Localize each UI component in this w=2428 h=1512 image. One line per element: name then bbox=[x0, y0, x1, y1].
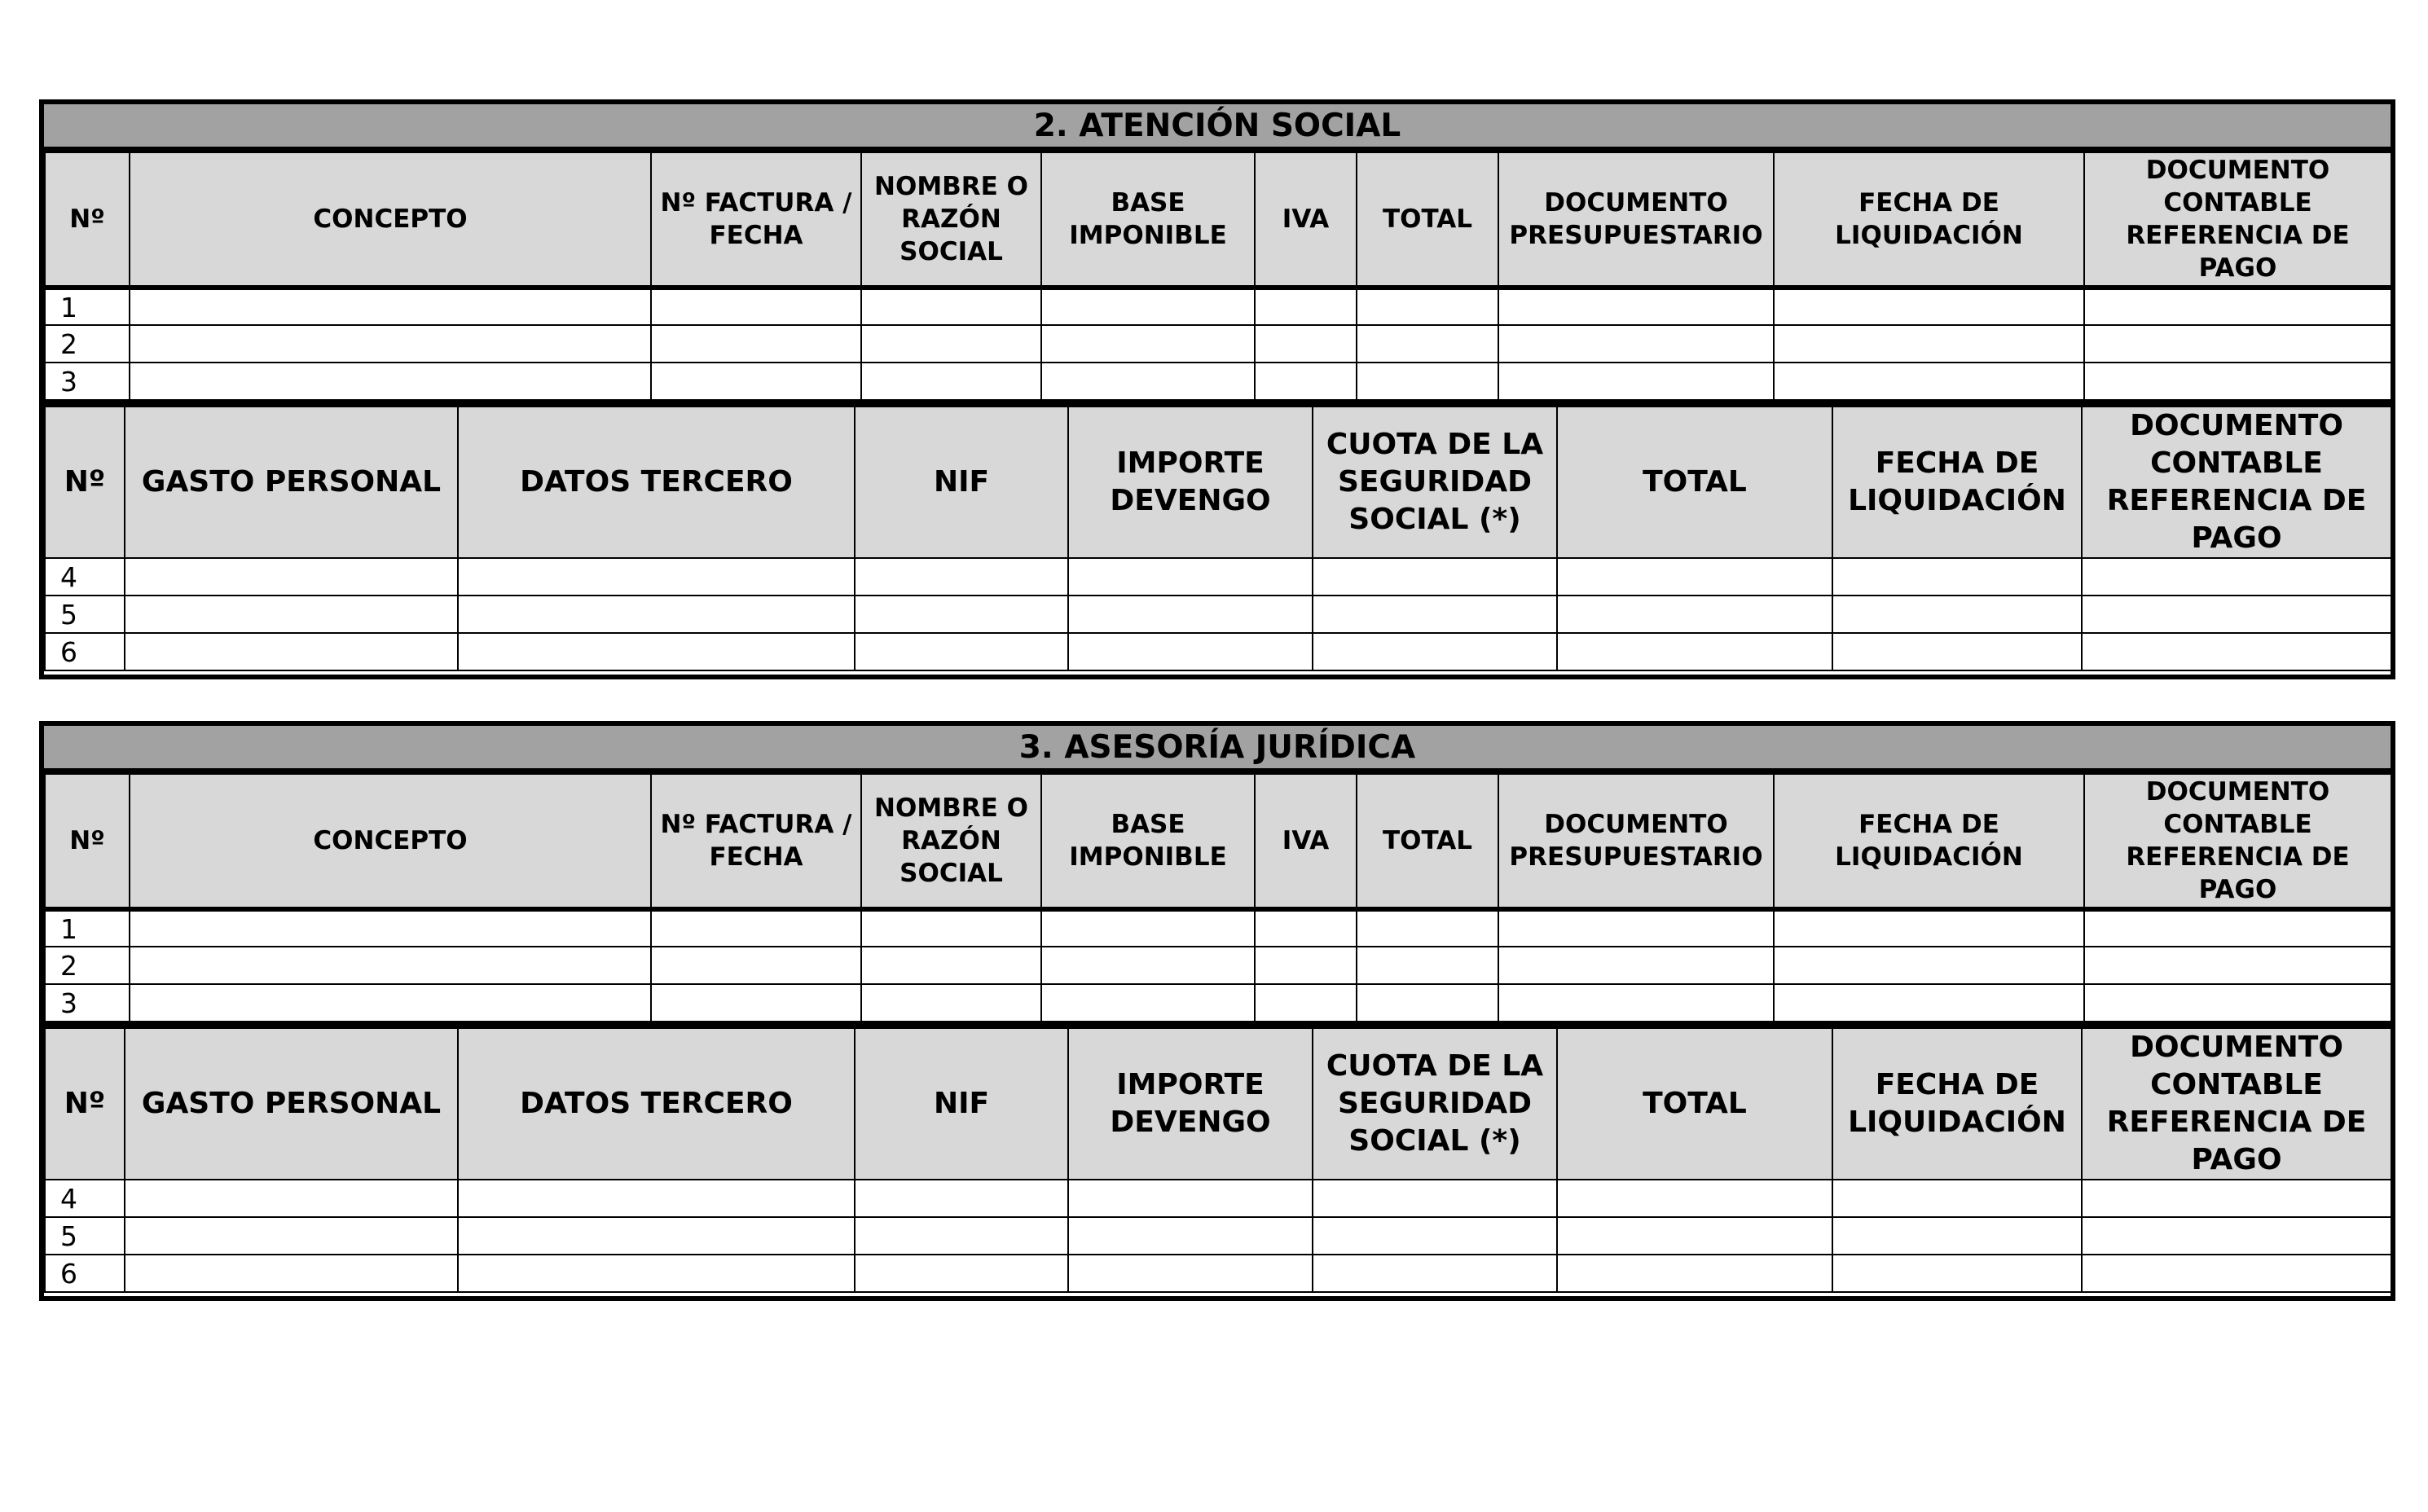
header-gasto-personal: GASTO PERSONAL bbox=[125, 1026, 458, 1180]
cell-datos-tercero[interactable] bbox=[458, 596, 855, 633]
cell-doc-presupuestario[interactable] bbox=[1498, 984, 1774, 1022]
cell-fecha-liquidacion[interactable] bbox=[1774, 984, 2084, 1022]
cell-importe-devengo[interactable] bbox=[1068, 558, 1313, 596]
cell-total[interactable] bbox=[1357, 909, 1498, 947]
cell-fecha-liquidacion[interactable] bbox=[1774, 363, 2084, 400]
cell-gasto-personal[interactable] bbox=[125, 558, 458, 596]
cell-base-imponible[interactable] bbox=[1041, 984, 1255, 1022]
cell-cuota-ss[interactable] bbox=[1313, 633, 1557, 670]
table-row bbox=[45, 984, 2391, 1022]
table-row bbox=[45, 1217, 2391, 1255]
header-documento-contable: DOCUMENTO CONTABLE REFERENCIA DE PAGO bbox=[2084, 152, 2391, 288]
cell-importe-devengo[interactable] bbox=[1068, 633, 1313, 670]
cell-doc-contable[interactable] bbox=[2082, 1217, 2391, 1255]
cell-doc-contable[interactable] bbox=[2084, 325, 2391, 363]
cell-nombre[interactable] bbox=[861, 363, 1041, 400]
cell-fecha-liquidacion[interactable] bbox=[1832, 596, 2082, 633]
header-cuota-seguridad-social: CUOTA DE LA SEGURIDAD SOCIAL (*) bbox=[1313, 1026, 1557, 1180]
invoice-table bbox=[44, 152, 2392, 401]
cell-total[interactable] bbox=[1557, 1180, 1832, 1217]
header-factura-fecha: Nº FACTURA / FECHA bbox=[651, 152, 861, 288]
row-number: 6 bbox=[45, 633, 125, 670]
cell-base-imponible[interactable] bbox=[1041, 947, 1255, 984]
cell-datos-tercero[interactable] bbox=[458, 633, 855, 670]
header-n: Nº bbox=[45, 404, 125, 558]
cell-iva[interactable] bbox=[1255, 363, 1357, 400]
header-n: Nº bbox=[45, 1026, 125, 1180]
cell-concepto[interactable] bbox=[130, 363, 651, 400]
cell-fecha-liquidacion[interactable] bbox=[1832, 633, 2082, 670]
cell-concepto[interactable] bbox=[130, 325, 651, 363]
table-row bbox=[45, 947, 2391, 984]
cell-cuota-ss[interactable] bbox=[1313, 1180, 1557, 1217]
header-documento-contable: DOCUMENTO CONTABLE REFERENCIA DE PAGO bbox=[2082, 404, 2391, 558]
cell-iva[interactable] bbox=[1255, 288, 1357, 325]
cell-cuota-ss[interactable] bbox=[1313, 1217, 1557, 1255]
header-n: Nº bbox=[45, 774, 130, 909]
cell-total[interactable] bbox=[1557, 633, 1832, 670]
row-number: 6 bbox=[45, 1255, 125, 1292]
header-fecha-liquidacion: FECHA DE LIQUIDACIÓN bbox=[1774, 152, 2084, 288]
cell-factura-fecha[interactable] bbox=[651, 984, 861, 1022]
header-gasto-personal: GASTO PERSONAL bbox=[125, 404, 458, 558]
header-concepto: CONCEPTO bbox=[130, 774, 651, 909]
cell-total[interactable] bbox=[1557, 1255, 1832, 1292]
section-atencion-social bbox=[39, 99, 2395, 679]
cell-fecha-liquidacion[interactable] bbox=[1774, 909, 2084, 947]
cell-doc-contable[interactable] bbox=[2082, 1180, 2391, 1217]
cell-doc-presupuestario[interactable] bbox=[1498, 288, 1774, 325]
header-documento-presupuestario: DOCUMENTO PRESUPUESTARIO bbox=[1498, 152, 1774, 288]
cell-cuota-ss[interactable] bbox=[1313, 558, 1557, 596]
cell-base-imponible[interactable] bbox=[1041, 363, 1255, 400]
cell-doc-contable[interactable] bbox=[2084, 363, 2391, 400]
section-title: 3. ASESORÍA JURÍDICA bbox=[44, 726, 2391, 773]
header-fecha-liquidacion: FECHA DE LIQUIDACIÓN bbox=[1774, 774, 2084, 909]
cell-doc-contable[interactable] bbox=[2082, 596, 2391, 633]
cell-nombre[interactable] bbox=[861, 909, 1041, 947]
cell-datos-tercero[interactable] bbox=[458, 1180, 855, 1217]
header-iva: IVA bbox=[1255, 152, 1357, 288]
cell-fecha-liquidacion[interactable] bbox=[1832, 558, 2082, 596]
cell-concepto[interactable] bbox=[130, 288, 651, 325]
header-cuota-seguridad-social: CUOTA DE LA SEGURIDAD SOCIAL (*) bbox=[1313, 404, 1557, 558]
table-row bbox=[45, 596, 2391, 633]
row-number: 4 bbox=[45, 558, 125, 596]
cell-nombre[interactable] bbox=[861, 947, 1041, 984]
personnel-table bbox=[44, 1022, 2392, 1293]
table-row bbox=[45, 288, 2391, 325]
header-total: TOTAL bbox=[1557, 404, 1832, 558]
table-row bbox=[45, 558, 2391, 596]
cell-total[interactable] bbox=[1357, 363, 1498, 400]
cell-concepto[interactable] bbox=[130, 947, 651, 984]
cell-nif[interactable] bbox=[855, 596, 1068, 633]
cell-cuota-ss[interactable] bbox=[1313, 596, 1557, 633]
cell-doc-presupuestario[interactable] bbox=[1498, 325, 1774, 363]
cell-importe-devengo[interactable] bbox=[1068, 596, 1313, 633]
section-title: 2. ATENCIÓN SOCIAL bbox=[44, 104, 2391, 152]
cell-nif[interactable] bbox=[855, 1217, 1068, 1255]
header-n: Nº bbox=[45, 152, 130, 288]
row-number: 4 bbox=[45, 1180, 125, 1217]
cell-gasto-personal[interactable] bbox=[125, 1217, 458, 1255]
cell-gasto-personal[interactable] bbox=[125, 633, 458, 670]
header-concepto: CONCEPTO bbox=[130, 152, 651, 288]
cell-base-imponible[interactable] bbox=[1041, 325, 1255, 363]
header-total: TOTAL bbox=[1357, 152, 1498, 288]
cell-total[interactable] bbox=[1557, 1217, 1832, 1255]
cell-factura-fecha[interactable] bbox=[651, 288, 861, 325]
header-total: TOTAL bbox=[1557, 1026, 1832, 1180]
table-row bbox=[45, 1180, 2391, 1217]
header-documento-presupuestario: DOCUMENTO PRESUPUESTARIO bbox=[1498, 774, 1774, 909]
cell-nombre[interactable] bbox=[861, 288, 1041, 325]
cell-datos-tercero[interactable] bbox=[458, 1217, 855, 1255]
cell-nif[interactable] bbox=[855, 558, 1068, 596]
cell-doc-contable[interactable] bbox=[2082, 633, 2391, 670]
table-row bbox=[45, 1255, 2391, 1292]
cell-datos-tercero[interactable] bbox=[458, 1255, 855, 1292]
cell-doc-contable[interactable] bbox=[2084, 984, 2391, 1022]
header-nombre-razon-social: NOMBRE O RAZÓN SOCIAL bbox=[861, 774, 1041, 909]
row-number: 1 bbox=[45, 288, 130, 325]
cell-total[interactable] bbox=[1557, 558, 1832, 596]
cell-importe-devengo[interactable] bbox=[1068, 1180, 1313, 1217]
cell-factura-fecha[interactable] bbox=[651, 363, 861, 400]
cell-datos-tercero[interactable] bbox=[458, 558, 855, 596]
header-documento-contable: DOCUMENTO CONTABLE REFERENCIA DE PAGO bbox=[2082, 1026, 2391, 1180]
header-datos-tercero: DATOS TERCERO bbox=[458, 404, 855, 558]
header-base-imponible: BASE IMPONIBLE bbox=[1041, 152, 1255, 288]
cell-total[interactable] bbox=[1357, 984, 1498, 1022]
cell-iva[interactable] bbox=[1255, 325, 1357, 363]
cell-doc-presupuestario[interactable] bbox=[1498, 909, 1774, 947]
cell-doc-presupuestario[interactable] bbox=[1498, 947, 1774, 984]
header-importe-devengo: IMPORTE DEVENGO bbox=[1068, 404, 1313, 558]
row-number: 5 bbox=[45, 1217, 125, 1255]
cell-doc-contable[interactable] bbox=[2082, 1255, 2391, 1292]
personnel-table bbox=[44, 401, 2392, 671]
header-datos-tercero: DATOS TERCERO bbox=[458, 1026, 855, 1180]
header-documento-contable: DOCUMENTO CONTABLE REFERENCIA DE PAGO bbox=[2084, 774, 2391, 909]
cell-concepto[interactable] bbox=[130, 909, 651, 947]
header-fecha-liquidacion: FECHA DE LIQUIDACIÓN bbox=[1832, 404, 2082, 558]
header-nif: NIF bbox=[855, 404, 1068, 558]
header-nif: NIF bbox=[855, 1026, 1068, 1180]
header-total: TOTAL bbox=[1357, 774, 1498, 909]
cell-factura-fecha[interactable] bbox=[651, 947, 861, 984]
cell-doc-contable[interactable] bbox=[2082, 558, 2391, 596]
cell-fecha-liquidacion[interactable] bbox=[1774, 288, 2084, 325]
cell-nombre[interactable] bbox=[861, 325, 1041, 363]
row-number: 5 bbox=[45, 596, 125, 633]
cell-importe-devengo[interactable] bbox=[1068, 1217, 1313, 1255]
cell-iva[interactable] bbox=[1255, 947, 1357, 984]
cell-gasto-personal[interactable] bbox=[125, 1180, 458, 1217]
cell-nif[interactable] bbox=[855, 1180, 1068, 1217]
cell-importe-devengo[interactable] bbox=[1068, 1255, 1313, 1292]
row-number: 3 bbox=[45, 363, 130, 400]
cell-doc-contable[interactable] bbox=[2084, 947, 2391, 984]
cell-fecha-liquidacion[interactable] bbox=[1832, 1217, 2082, 1255]
table-row bbox=[45, 363, 2391, 400]
row-number: 2 bbox=[45, 325, 130, 363]
cell-doc-contable[interactable] bbox=[2084, 909, 2391, 947]
table-row bbox=[45, 633, 2391, 670]
cell-total[interactable] bbox=[1357, 947, 1498, 984]
invoice-table bbox=[44, 773, 2392, 1022]
cell-factura-fecha[interactable] bbox=[651, 909, 861, 947]
cell-base-imponible[interactable] bbox=[1041, 909, 1255, 947]
cell-total[interactable] bbox=[1357, 288, 1498, 325]
cell-base-imponible[interactable] bbox=[1041, 288, 1255, 325]
cell-fecha-liquidacion[interactable] bbox=[1832, 1255, 2082, 1292]
cell-factura-fecha[interactable] bbox=[651, 325, 861, 363]
cell-nombre[interactable] bbox=[861, 984, 1041, 1022]
header-iva: IVA bbox=[1255, 774, 1357, 909]
cell-fecha-liquidacion[interactable] bbox=[1774, 947, 2084, 984]
cell-gasto-personal[interactable] bbox=[125, 1255, 458, 1292]
cell-concepto[interactable] bbox=[130, 984, 651, 1022]
cell-nif[interactable] bbox=[855, 1255, 1068, 1292]
cell-nif[interactable] bbox=[855, 633, 1068, 670]
row-number: 1 bbox=[45, 909, 130, 947]
cell-fecha-liquidacion[interactable] bbox=[1832, 1180, 2082, 1217]
section-asesoria-juridica bbox=[39, 721, 2395, 1301]
row-number: 3 bbox=[45, 984, 130, 1022]
header-factura-fecha: Nº FACTURA / FECHA bbox=[651, 774, 861, 909]
cell-gasto-personal[interactable] bbox=[125, 596, 458, 633]
table-row bbox=[45, 909, 2391, 947]
cell-total[interactable] bbox=[1357, 325, 1498, 363]
header-importe-devengo: IMPORTE DEVENGO bbox=[1068, 1026, 1313, 1180]
cell-fecha-liquidacion[interactable] bbox=[1774, 325, 2084, 363]
header-base-imponible: BASE IMPONIBLE bbox=[1041, 774, 1255, 909]
cell-doc-contable[interactable] bbox=[2084, 288, 2391, 325]
table-row bbox=[45, 325, 2391, 363]
cell-iva[interactable] bbox=[1255, 984, 1357, 1022]
cell-iva[interactable] bbox=[1255, 909, 1357, 947]
cell-cuota-ss[interactable] bbox=[1313, 1255, 1557, 1292]
header-fecha-liquidacion: FECHA DE LIQUIDACIÓN bbox=[1832, 1026, 2082, 1180]
cell-total[interactable] bbox=[1557, 596, 1832, 633]
row-number: 2 bbox=[45, 947, 130, 984]
cell-doc-presupuestario[interactable] bbox=[1498, 363, 1774, 400]
header-nombre-razon-social: NOMBRE O RAZÓN SOCIAL bbox=[861, 152, 1041, 288]
